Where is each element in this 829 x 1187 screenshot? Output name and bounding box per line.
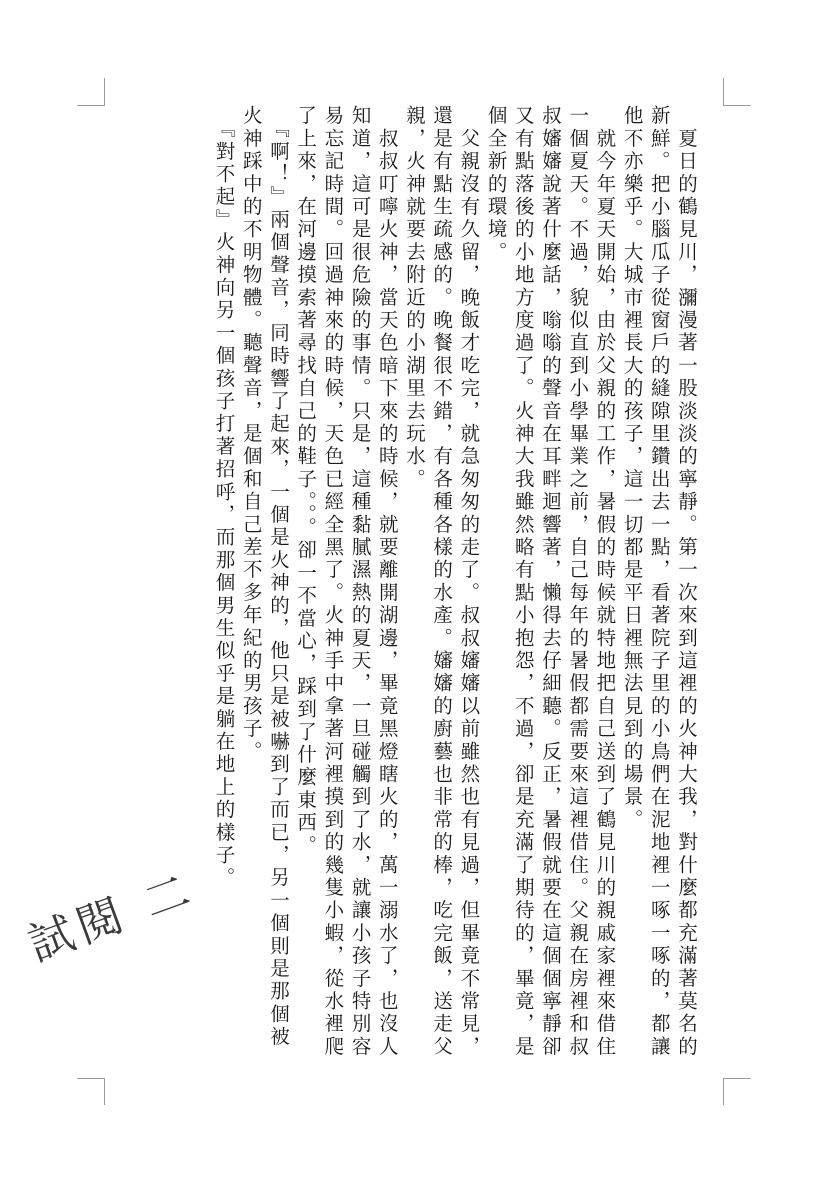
paragraph-3: 父親沒有久留，晚飯才吃完，就急匆匆的走了。叔叔嬸嬸以前雖然也有見過，但畢竟不常見，還是有點生疏感的。晚餐很不錯，有各種各樣的水產。嬸嬸的廚藝也非常的棒，吃完飯，送走父親，火神就要去附近的小湖里去玩水。 bbox=[402, 105, 481, 1059]
paragraph-6: 『對不起』火神向另一個孩子打著招呼，而那個男生似乎是躺在地上的樣子。 bbox=[212, 105, 236, 890]
trial-reading-stamp: 試閱 二 bbox=[21, 862, 203, 972]
crop-mark-top-right-vertical bbox=[723, 78, 724, 105]
paragraph-2: 就今年夏天開始，由於父親的工作，暑假的時候就特地把自己送到了鶴見川的親戚家裡來借住一個夏天。不過，貌似直到小學畢業之前，自己每年的暑假都需要來這裡借住。父親在房裡和叔叔嬸嬸說著什麼話，嗡嗡的聲音在耳畔迴響著，懶得去仔細聽。反正，暑假就要在這個個寧靜卻又有點落後的小地方度過了。火神大我雖然略有點小抱怨，不過，卻是充滿了期待的，畢竟，是個全新的環境。 bbox=[484, 105, 617, 1059]
paragraph-1: 夏日的鶴見川，瀰漫著一股淡淡的寧靜。第一次來到這裡的火神大我，對什麼都充滿著莫名的新鮮。把小腦瓜子從窗戶的縫隙里鑽出去一點，看著院子里的小鳥們在泥地裡一啄一啄的，都讓他不亦樂乎。大城市裡長大的孩子，這一切都是平日裡無法見到的場景。 bbox=[620, 105, 698, 1059]
paragraph-4: 叔叔叮嚀火神，當天色暗下來的時候，就要離開湖邊，畢竟黑燈瞎火的，萬一溺水了，也沒人知道，這可是很危險的事情。只是，這種黏膩濕熱的夏天，一旦碰觸到了水，就讓小孩子特別容易忘記時間。回過神來的時候，天色已經全黑了。火神手中拿著河裡摸到的幾隻小蝦，從水裡爬了上來，在河邊摸索著尋找自己的鞋子。。。卻一不當心，踩到了什麼東西。 bbox=[294, 105, 399, 1059]
crop-mark-top-left-horizontal bbox=[77, 105, 105, 106]
vertical-body-text bbox=[128, 105, 700, 1065]
crop-mark-top-right-horizontal bbox=[723, 105, 751, 106]
crop-mark-bottom-left-vertical bbox=[104, 1078, 105, 1105]
crop-mark-bottom-right-vertical bbox=[723, 1078, 724, 1105]
paragraph-5: 『啊！』兩個聲音，同時響了起來，一個是火神的，他只是被嚇到了而已，另一個則是那個被火神踩中的不明物體。聽聲音，是個和自己差不多年紀的男孩子。 bbox=[239, 105, 290, 1049]
crop-mark-bottom-right-horizontal bbox=[723, 1078, 751, 1079]
crop-mark-bottom-left-horizontal bbox=[77, 1078, 105, 1079]
crop-mark-top-left-vertical bbox=[104, 78, 105, 105]
